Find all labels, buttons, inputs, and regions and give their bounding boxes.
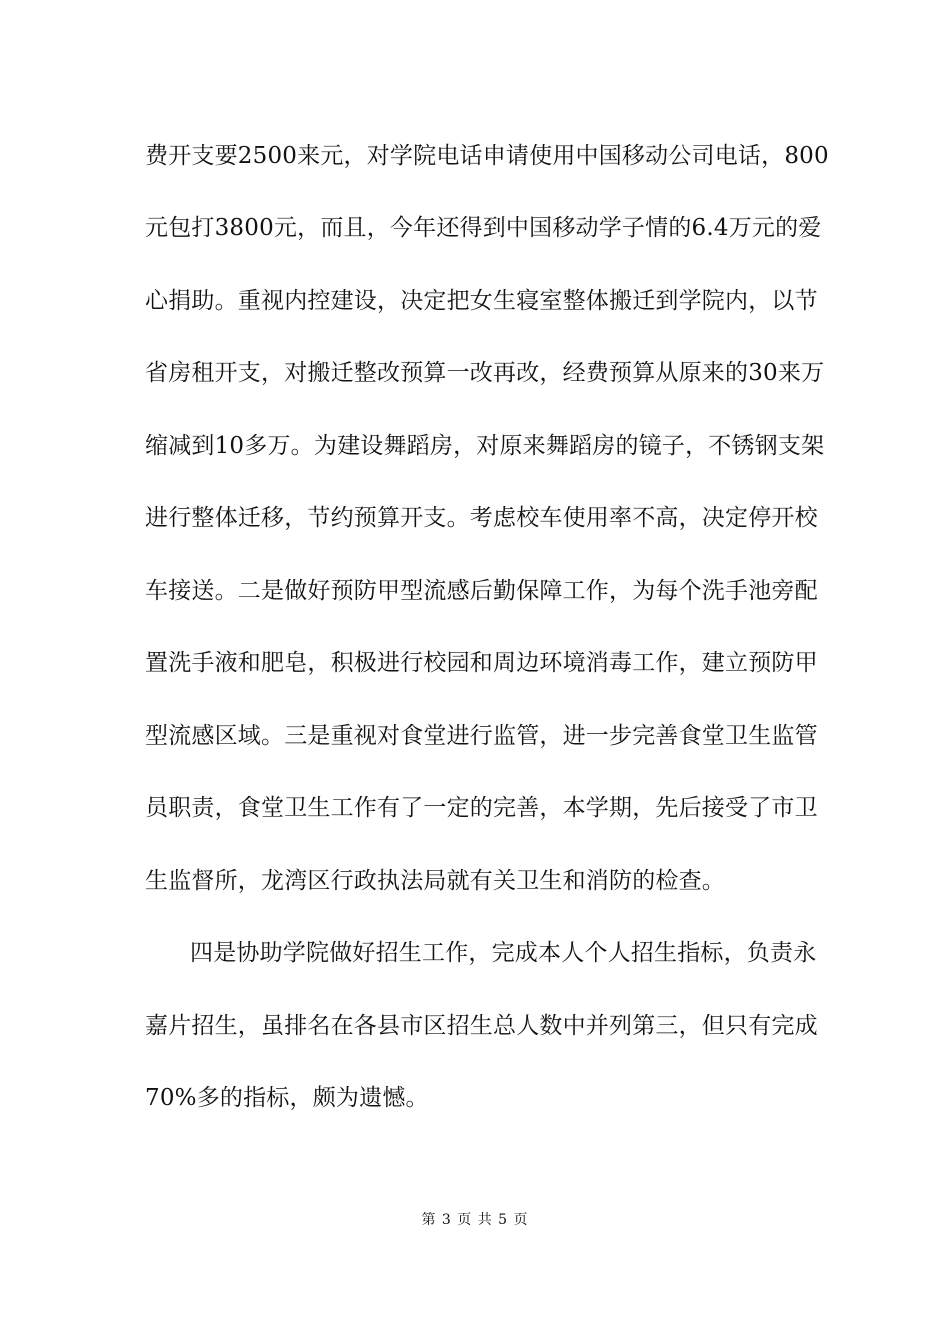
- paragraph-1-line-8: 置洗手液和肥皂，积极进行校园和周边环境消毒工作，建立预防甲: [145, 650, 818, 676]
- paragraph-1-line-5: 缩减到10多万。为建设舞蹈房，对原来舞蹈房的镜子，不锈钢支架: [145, 433, 825, 459]
- paragraph-1-line-7: 车接送。二是做好预防甲型流感后勤保障工作，为每个洗手池旁配: [145, 578, 818, 604]
- paragraph-2-line-3: 70%多的指标，颇为遗憾。: [145, 1085, 429, 1111]
- paragraph-1-line-2: 元包打3800元，而且，今年还得到中国移动学子情的6.4万元的爱: [145, 215, 822, 241]
- paragraph-1-line-10: 员职责，食堂卫生工作有了一定的完善，本学期，先后接受了市卫: [145, 795, 818, 821]
- paragraph-1-line-4: 省房租开支，对搬迁整改预算一改再改，经费预算从原来的30来万: [145, 360, 825, 386]
- page-number-footer: 第 3 页 共 5 页: [421, 1212, 529, 1228]
- paragraph-1-line-6: 进行整体迁移，节约预算开支。考虑校车使用率不高，决定停开校: [145, 505, 818, 531]
- paragraph-1-line-11: 生监督所，龙湾区行政执法局就有关卫生和消防的检查。: [145, 868, 725, 894]
- paragraph-1-line-9: 型流感区域。三是重视对食堂进行监管，进一步完善食堂卫生监管: [145, 723, 818, 749]
- paragraph-2-line-1: 四是协助学院做好招生工作，完成本人个人招生指标，负责永: [190, 940, 817, 966]
- paragraph-2-line-2: 嘉片招生，虽排名在各县市区招生总人数中并列第三，但只有完成: [145, 1013, 818, 1039]
- paragraph-1-line-3: 心捐助。重视内控建设，决定把女生寝室整体搬迁到学院内，以节: [145, 288, 818, 314]
- paragraph-1-line-1: 费开支要2500来元，对学院电话申请使用中国移动公司电话，800: [145, 143, 829, 169]
